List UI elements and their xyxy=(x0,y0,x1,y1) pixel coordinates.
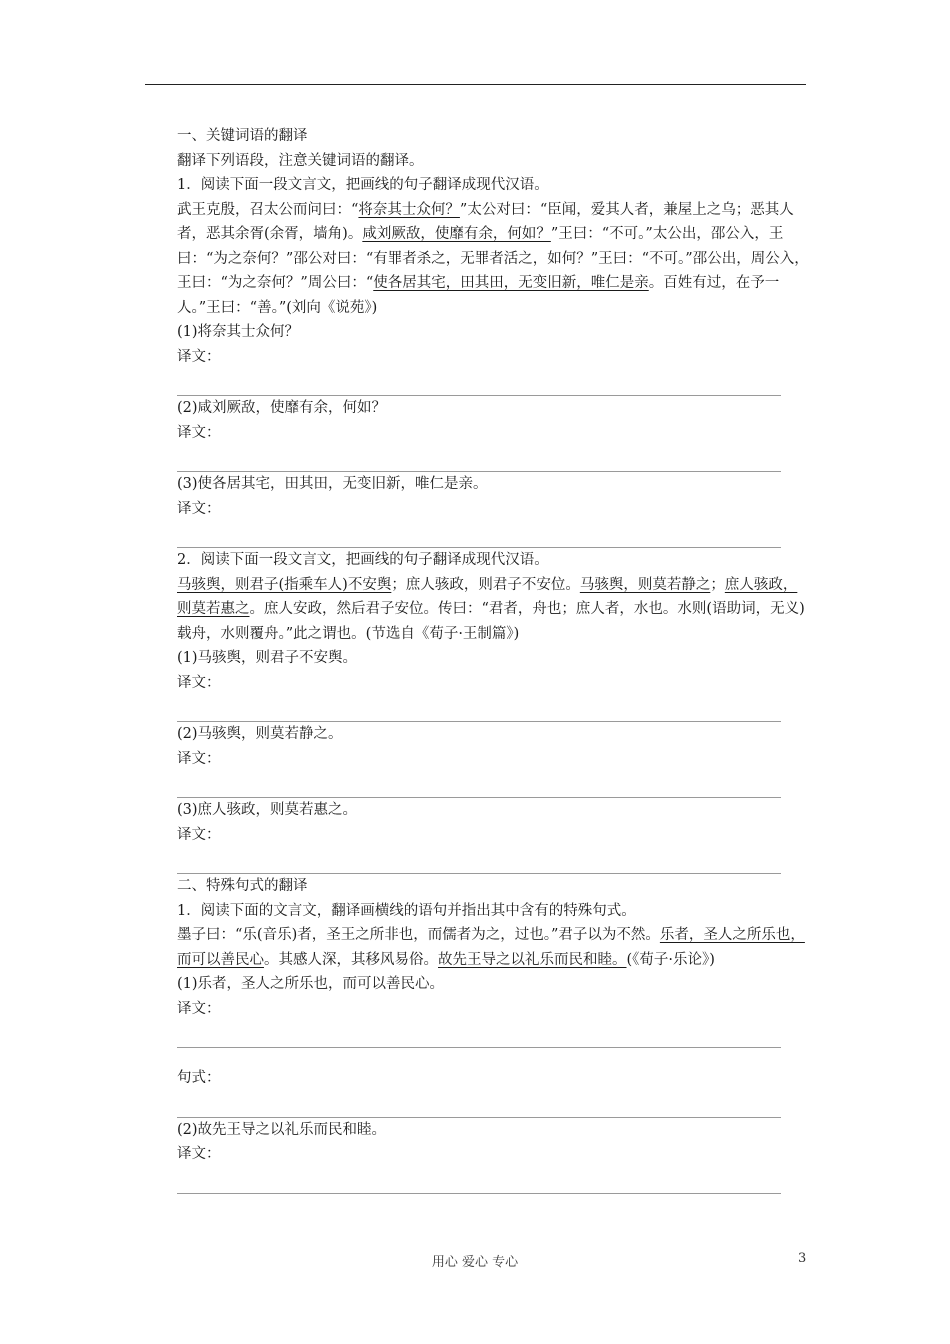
s1q2-translation-label: 译文： xyxy=(177,674,221,691)
s1q2-translation-label: 译文： xyxy=(177,826,221,843)
passage-text: 墨子曰：“乐(音乐)者，圣王之所非也，而儒者为之，过也。”君子以为不然。 xyxy=(177,927,660,943)
passage-text: 。百姓有过，在予一人。”王曰：“善。”(刘向《说苑》) xyxy=(177,275,780,316)
s2-item1-question: (1)乐者，圣人之所乐也，而可以善民心。 xyxy=(177,976,445,992)
s1q1-answer-line[interactable] xyxy=(177,369,781,396)
s1q2-prompt: 2．阅读下面一段文言文，把画线的句子翻译成现代汉语。 xyxy=(177,552,549,568)
s1q1-answer-line[interactable] xyxy=(177,445,781,472)
passage-text: ； xyxy=(710,576,725,593)
underlined-sentence: 庶人骇政，则莫若惠之 xyxy=(177,576,798,617)
header-rule xyxy=(145,84,806,85)
s2-item1-translation-line[interactable] xyxy=(177,1021,781,1048)
section1-intro: 翻译下列语段，注意关键词语的翻译。 xyxy=(177,152,424,169)
s1q2-translation-label: 译文： xyxy=(177,750,221,767)
s1q1-translation-label: 译文： xyxy=(177,500,221,517)
s1q1-prompt: 1．阅读下面一段文言文，把画线的句子翻译成现代汉语。 xyxy=(177,177,549,193)
underlined-sentence: 乐者，圣人之所乐也，而可以善民心 xyxy=(177,927,805,968)
s1q2-answer-line[interactable] xyxy=(177,847,781,874)
s1q1-item-question: (2)咸刘厥敌，使靡有余，何如？ xyxy=(177,400,387,416)
passage-text: ”王曰：“不可。”太公出，邵公入，王曰：“为之奈何？”邵公对曰：“有罪者杀之，无罪者活之，如何？”王曰：“不可。”邵公出，周公入，王曰：“为之奈何？”周公曰：“ xyxy=(177,226,809,291)
s2q1-passage xyxy=(145,923,810,972)
underlined-sentence: 咸刘厥敌，使靡有余，何如？ xyxy=(362,226,551,242)
s1q1-translation-label: 译文： xyxy=(177,424,221,441)
passage-text: 。庶人安政，然后君子安位。传曰：“君者，舟也；庶人者，水也。水则(语助词，无义)载舟，水则覆舟。”此之谓也。(节选自《荀子·王制篇》) xyxy=(177,601,805,642)
passage-text: 。其感人深，其移风易俗。 xyxy=(264,951,438,968)
passage-text: 武王克殷，召太公而问曰：“ xyxy=(177,201,359,218)
s2-item2-question: (2)故先王导之以礼乐而民和睦。 xyxy=(177,1121,387,1138)
s1q1-passage xyxy=(145,198,810,321)
underlined-sentence: 将奈其士众何？ xyxy=(358,201,460,218)
passage-text: ；庶人骇政，则君子不安位。 xyxy=(391,576,580,593)
page-number: 3 xyxy=(798,1251,807,1266)
s1q1-item-question: (1)将奈其士众何？ xyxy=(177,324,300,340)
underlined-sentence: 马骇舆，则君子(指乘车人)不安舆 xyxy=(177,576,392,593)
s1q2-passage xyxy=(145,573,810,647)
s1q2-item-question: (2)马骇舆，则莫若静之。 xyxy=(177,726,343,742)
passage-text: ”太公对曰：“臣闻，爱其人者，兼屋上之乌；恶其人者，恶其余胥(余胥，墙角)。 xyxy=(177,201,794,242)
s1q1-item-question: (3)使各居其宅，田其田，无变旧新，唯仁是亲。 xyxy=(177,476,488,492)
s1q2-answer-line[interactable] xyxy=(177,695,781,722)
underlined-sentence: 故先王导之以礼乐而民和睦。 xyxy=(438,951,627,968)
s1q1-answer-line[interactable] xyxy=(177,521,781,548)
footer-motto: 用心 爱心 专心 xyxy=(431,1255,519,1270)
s2-item2-translation-label: 译文： xyxy=(177,1146,221,1162)
s2-item2-translation-line[interactable] xyxy=(177,1167,781,1194)
underlined-sentence: 使各居其宅，田其田，无变旧新，唯仁是亲 xyxy=(373,275,649,291)
s2-item1-translation-label: 译文： xyxy=(177,1000,221,1017)
s1q2-item-question: (3)庶人骇政，则莫若惠之。 xyxy=(177,802,358,818)
passage-text: (《荀子·乐论》) xyxy=(626,951,715,968)
spacer xyxy=(145,1048,810,1066)
s2-item1-pattern-label: 句式： xyxy=(177,1070,221,1086)
section1-title: 一、关键词语的翻译 xyxy=(177,128,308,144)
s1q2-answer-line[interactable] xyxy=(177,771,781,798)
underlined-sentence: 马骇舆，则莫若静之 xyxy=(579,576,711,593)
document-body xyxy=(145,124,810,1194)
s2-item1-pattern-line[interactable] xyxy=(177,1091,781,1118)
s1q2-item-question: (1)马骇舆，则君子不安舆。 xyxy=(177,650,358,666)
s1q1-translation-label: 译文： xyxy=(177,348,221,365)
section2-title: 二、特殊句式的翻译 xyxy=(177,878,308,894)
s2q1-prompt: 1．阅读下面的文言文，翻译画横线的语句并指出其中含有的特殊句式。 xyxy=(177,902,636,919)
